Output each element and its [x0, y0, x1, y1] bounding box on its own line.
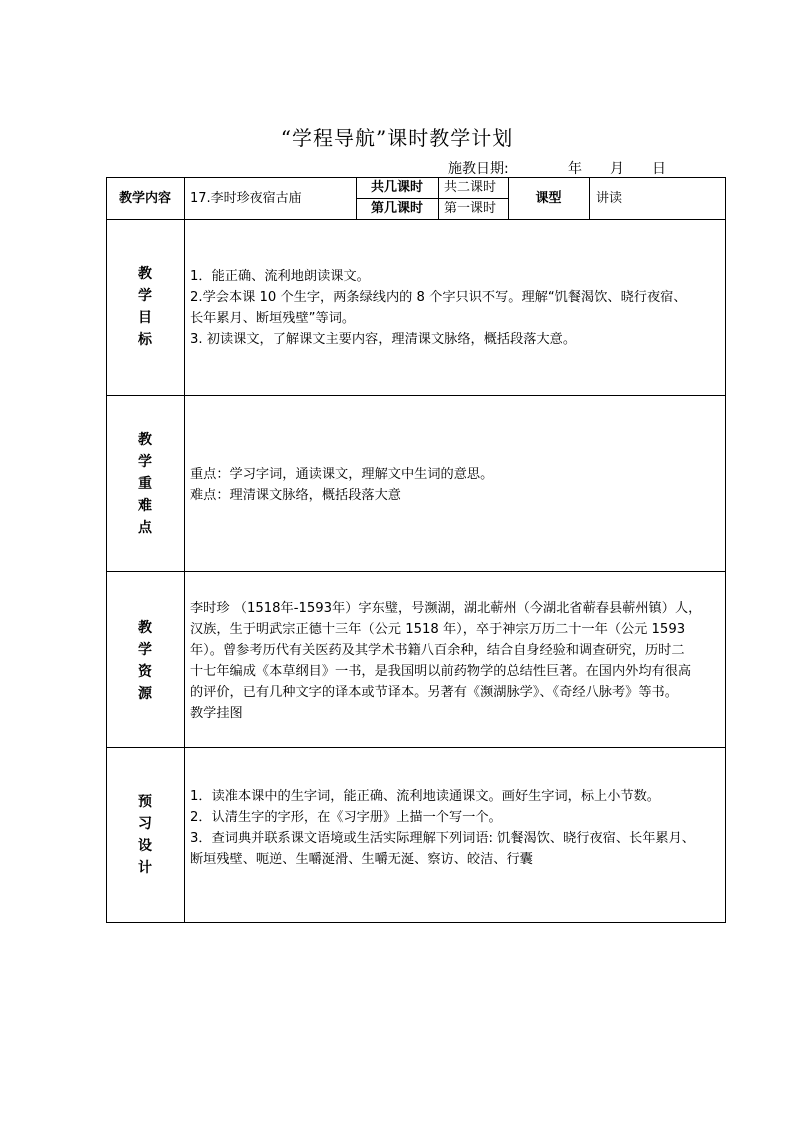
which-lesson-value: 第一课时: [444, 201, 497, 216]
goals-label: 教 学 目 标: [138, 266, 152, 348]
total-lessons-value: 共二课时: [444, 180, 497, 195]
resources-text: 李时珍 （1518年-1593年）字东璧，号濒湖，湖北蕲州（今湖北省蕲春县蕲州镇）人， 汉族，生于明武宗正德十三年（公元 1518 年），卒于神宗万历二十一年（公元 1593 年）。曾参考历代有关医药及其学术书籍八百余种，结合自身经验和调查研究，历时二 十七年编成《本草纲目》一书，是我国明以前药物学的总结性巨著。在国内外均有很高 的评价，已有几种文字的译本或节译本。另著有《濒湖脉学》、《奇经八脉考》等书。 教学挂图: [190, 601, 702, 721]
content-value: 17.李时珍夜宿古庙: [190, 191, 302, 206]
preview-text: 1．读准本课中的生字词，能正确、流利地读通课文。画好生字词，标上小节数。 2．认清生字的字形，在《习字册》上描一个写一个。 3．查词典并联系课文语境或生活实际理解下列词语: 饥餐渴饮、晓行夜宿、长年累月、 断垣残壁、呃逆、生嚼涎滑、生嚼无涎、察访、皎洁、行囊: [190, 789, 695, 867]
page-title: “学程导航”课时教学计划: [280, 126, 514, 150]
preview-label: 预 习 设 计: [138, 794, 152, 876]
lesson-type-label: 课型: [535, 191, 562, 206]
content-label: 教学内容: [118, 191, 171, 206]
date-month: 月: [610, 161, 624, 177]
key-points-text: 重点：学习字词，通读课文，理解文中生词的意思。 难点：理清课文脉络，概括段落大意: [190, 467, 494, 503]
which-lesson-label: 第几课时: [370, 201, 423, 216]
date-day: 日: [652, 161, 666, 177]
total-lessons-label: 共几课时: [370, 180, 423, 195]
date-label: 施教日期:: [448, 161, 509, 177]
lesson-type-value: 讲读: [596, 191, 623, 206]
date-year: 年: [568, 161, 582, 177]
resources-label: 教 学 资 源: [138, 620, 152, 702]
goals-text: 1．能正确、流利地朗读课文。 2.学会本课 10 个生字，两条绿线内的 8 个字只识不写。理解“饥餐渴饮、晓行夜宿、 长年累月、断垣残壁”等词。 3. 初读课文，了解课文主要内容，理清课文脉络，概括段落大意。: [190, 269, 687, 347]
key-points-label: 教 学 重 难 点: [138, 432, 152, 536]
